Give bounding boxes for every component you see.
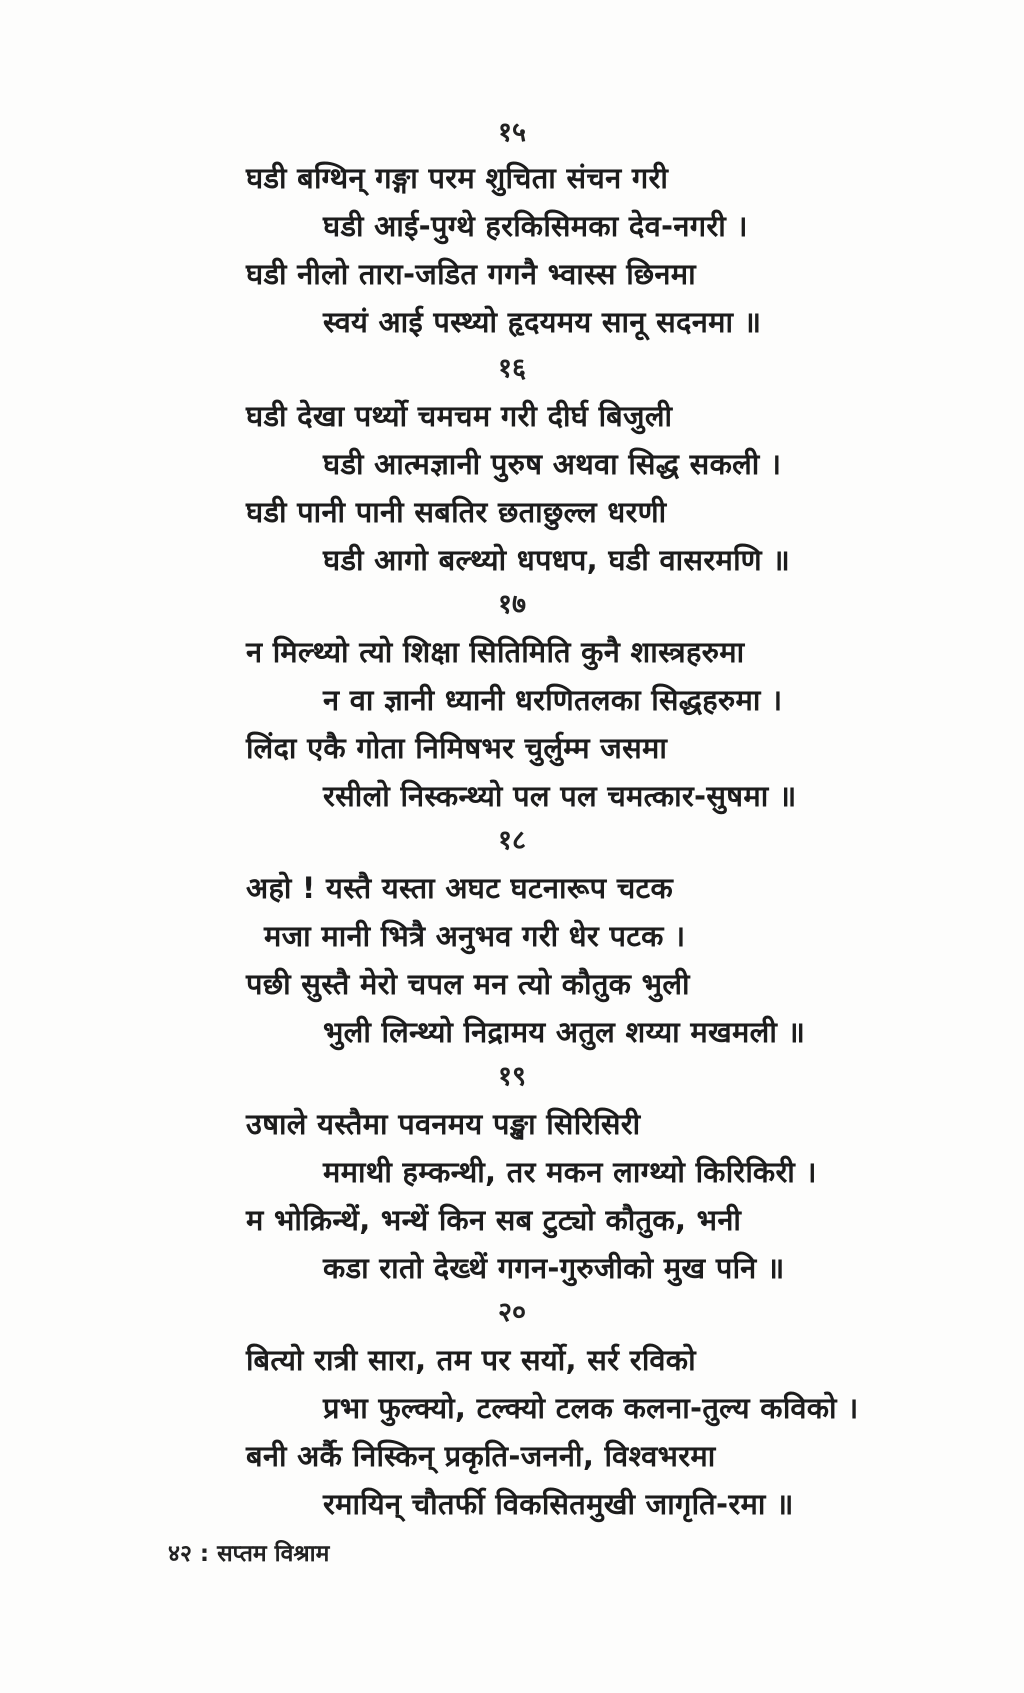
verse-line: ममाथी हम्कन्थी, तर मकन लाग्थ्यो किरिकिरी । (323, 1155, 817, 1189)
verse-line: घडी आई-पुग्थे हरकिसिमका देव-नगरी । (323, 209, 748, 243)
verse-number: १७ (497, 589, 527, 620)
verse-line: स्वयं आई पस्थ्यो हृदयमय सानू सदनमा ॥ (323, 305, 762, 339)
verse-line: बनी अर्कै निस्किन् प्रकृति-जननी, विश्वभरमा (246, 1439, 716, 1473)
verse-line: कडा रातो देख्थें गगन-गुरुजीको मुख पनि ॥ (323, 1251, 785, 1285)
verse-line: बित्यो रात्री सारा, तम पर सर्यो, सर्र रविको (246, 1343, 696, 1377)
verse-line: घडी देखा पर्थ्यो चमचम गरी दीर्घ बिजुली (246, 399, 673, 433)
verse-line: न वा ज्ञानी ध्यानी धरणितलका सिद्धहरुमा । (323, 683, 783, 717)
verse-line: अहो ! यस्तै यस्ता अघट घटनारूप चटक (246, 871, 674, 905)
verse-line: रसीलो निस्कन्थ्यो पल पल चमत्कार-सुषमा ॥ (323, 779, 797, 813)
verse-number: १८ (497, 825, 527, 856)
verse-line: घडी बग्थिन् गङ्गा परम शुचिता संचन गरी (246, 161, 669, 195)
verse-number: १५ (497, 117, 527, 148)
verse-line: भुली लिन्थ्यो निद्रामय अतुल शय्या मखमली ॥ (323, 1015, 806, 1049)
verse-line: घडी आत्मज्ञानी पुरुष अथवा सिद्ध सकली । (323, 447, 782, 481)
verse-line: पछी सुस्तै मेरो चपल मन त्यो कौतुक भुली (246, 967, 690, 1001)
verse-number: १६ (497, 353, 527, 384)
verse-line: घडी आगो बल्थ्यो धपधप, घडी वासरमणि ॥ (323, 543, 790, 577)
verse-line: घडी नीलो तारा-जडित गगनै भ्वास्स छिनमा (246, 257, 696, 291)
verse-line: म भोक्रिन्थें, भन्थें किन सब टुट्यो कौतुक, भनी (246, 1203, 742, 1237)
verse-number: २० (497, 1297, 527, 1328)
page-footer: ४२ : सप्तम विश्राम (168, 1541, 330, 1567)
verse-line: न मिल्थ्यो त्यो शिक्षा सितिमिति कुनै शास्त्रहरुमा (246, 635, 745, 669)
verse-line: प्रभा फुल्क्यो, टल्क्यो टलक कलना-तुल्य कविको । (323, 1391, 859, 1425)
verse-line: उषाले यस्तैमा पवनमय पङ्खा सिरिसिरी (246, 1107, 641, 1141)
verse-number: १९ (497, 1061, 527, 1092)
verse-line: लिंदा एकै गोता निमिषभर चुर्लुम्म जसमा (246, 731, 668, 765)
verse-line: मजा मानी भित्रै अनुभव गरी धेर पटक । (264, 919, 686, 953)
verse-line: घडी पानी पानी सबतिर छताछुल्ल धरणी (246, 495, 667, 529)
verse-line: रमायिन् चौतर्फी विकसितमुखी जागृति-रमा ॥ (323, 1487, 794, 1521)
